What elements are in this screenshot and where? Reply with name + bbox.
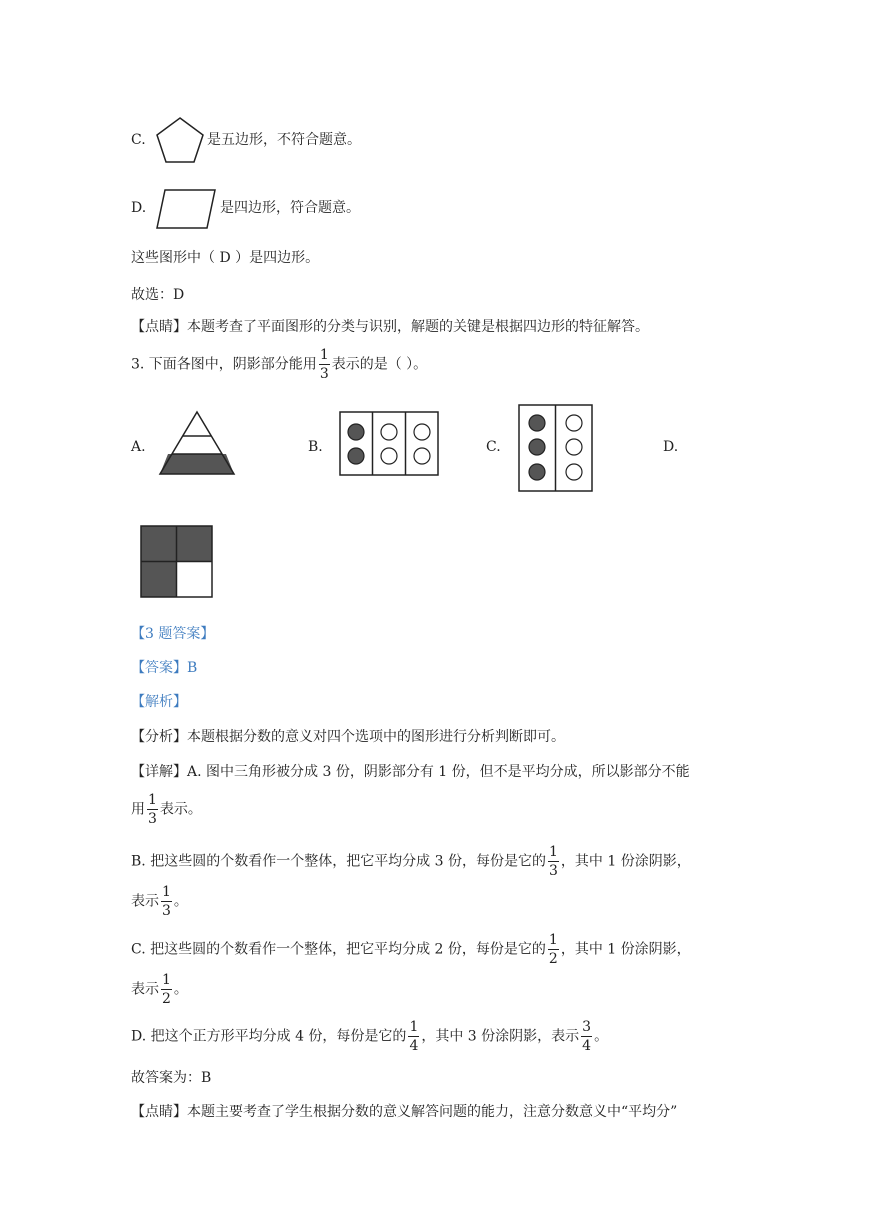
detail-b-line-2: 表示 $\frac{1}{3}$ 。	[131, 884, 188, 919]
option-c-text: 是五边形，不符合题意。	[207, 132, 361, 148]
question-3	[131, 348, 427, 381]
q3-option-c-label: C.	[486, 439, 501, 455]
pentagon-figure	[155, 116, 205, 164]
analysis-header: 【解析】	[131, 694, 187, 710]
final-comment-line: 【点睛】本题主要考查了学生根据分数的意义解答问题的能力，注意分数意义中“平均分”	[131, 1104, 678, 1120]
fraction: $\frac{3}{4}$	[582, 1019, 592, 1054]
circles-grid-b-figure	[339, 411, 439, 476]
detail-c-line-2: 表示 $\frac{1}{2}$ 。	[131, 972, 188, 1007]
square-quarters-figure	[140, 525, 213, 598]
answer-line	[131, 661, 197, 675]
analysis-line: 【分析】本题根据分数的意义对四个选项中的图形进行分析判断即可。	[131, 729, 565, 745]
option-d-label: D.	[131, 200, 147, 216]
detail-a-line-1: 【详解】A. 图中三角形被分成 3 份，阴影部分有 1 份，但不是平均分成，所以影部分不能	[131, 764, 690, 780]
q3-option-a-label: A.	[131, 439, 146, 455]
fraction: $\frac{1}{2}$	[548, 932, 558, 967]
comment-line: 【点睛】本题考查了平面图形的分类与识别，解题的关键是根据四边形的特征解答。	[131, 319, 649, 335]
answer-text: 【答案】B	[131, 660, 198, 676]
circles-grid-c-figure	[518, 404, 593, 492]
parallelogram-figure	[155, 188, 217, 230]
fraction: $\frac{1}{4}$	[409, 1019, 419, 1054]
answer-section-header: 【3 题答案】	[131, 626, 215, 642]
fraction: $\frac{1}{3}$	[319, 347, 329, 382]
detail-c-line-1: C. 把这些圆的个数看作一个整体，把它平均分成 2 份，每份是它的 $\frac{1}{2}$ ，其中 1 份涂阴影，	[131, 932, 691, 967]
fraction: $\frac{1}{3}$	[148, 792, 157, 827]
choose-line: 故选：D	[131, 287, 185, 303]
fraction: $\frac{1}{2}$	[162, 972, 171, 1007]
final-answer-line: 故答案为：B	[131, 1070, 212, 1086]
question-3-suffix: 表示的是（ ）。	[331, 356, 428, 373]
detail-a-line-2: 用 $\frac{1}{3}$ 表示。	[131, 792, 202, 827]
detail-d-line: D. 把这个正方形平均分成 4 份，每份是它的 $\frac{1}{4}$ ，其中 3 份涂阴影，表示 $\frac{3}{4}$ 。	[131, 1019, 609, 1054]
fraction: $\frac{1}{3}$	[549, 844, 558, 879]
q3-option-b-label: B.	[308, 439, 323, 455]
q3-option-d-label: D.	[663, 439, 679, 455]
fraction: $\frac{1}{3}$	[162, 884, 171, 919]
option-c-label: C.	[131, 132, 146, 148]
summary-line: 这些图形中（ D ）是四边形。	[131, 250, 320, 266]
triangle-figure	[160, 412, 234, 476]
option-d-text: 是四边形，符合题意。	[220, 200, 360, 216]
detail-b-line-1: B. 把这些圆的个数看作一个整体，把它平均分成 3 份，每份是它的 $\frac{1}{3}$ ，其中 1 份涂阴影，	[131, 844, 691, 879]
question-3-prefix: 3. 下面各图中，阴影部分能用	[131, 356, 317, 373]
